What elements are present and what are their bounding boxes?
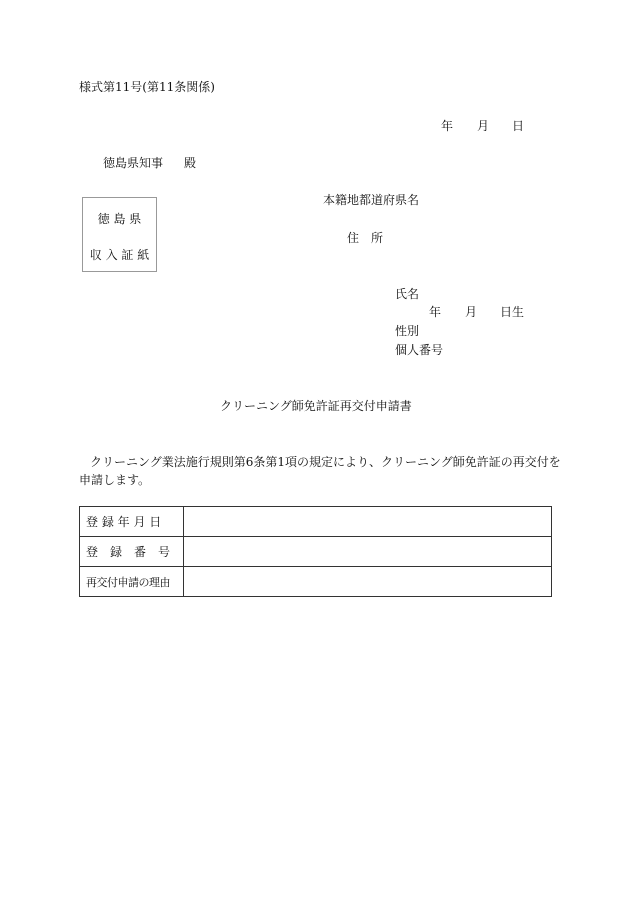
registration-table xyxy=(79,506,552,597)
addressee-name: 徳島県知事 xyxy=(103,156,164,170)
domicile-label: 本籍地都道府県名 xyxy=(323,193,420,207)
addressee-honorific: 殿 xyxy=(184,156,197,170)
gender-label: 性別 xyxy=(395,324,420,338)
address-label: 住 所 xyxy=(347,231,384,245)
birth-month: 月 xyxy=(465,305,478,319)
document-title: クリーニング師免許証再交付申請書 xyxy=(220,399,412,413)
registration-date-label: 登 録 年 月 日 xyxy=(80,507,184,537)
revenue-stamp-box xyxy=(82,197,157,272)
date-year: 年 xyxy=(441,119,454,133)
registration-date-value[interactable] xyxy=(184,507,552,537)
registration-number-value[interactable] xyxy=(184,537,552,567)
stamp-line-1: 徳 島 県 xyxy=(97,212,142,226)
table-row xyxy=(80,507,552,537)
form-number: 様式第11号(第11条関係) xyxy=(79,80,215,94)
table-row xyxy=(80,537,552,567)
body-text-line-2: 申請します。 xyxy=(79,473,151,487)
birth-day: 日生 xyxy=(500,305,525,319)
reissue-reason-value[interactable] xyxy=(184,567,552,597)
date-month: 月 xyxy=(477,119,490,133)
table-row xyxy=(80,567,552,597)
date-day: 日 xyxy=(512,119,525,133)
stamp-line-2: 収 入 証 紙 xyxy=(89,248,150,262)
body-text-line-1: クリーニング業法施行規則第6条第1項の規定により、クリーニング師免許証の再交付を xyxy=(90,455,561,469)
name-label: 氏名 xyxy=(395,287,420,301)
reissue-reason-label: 再交付申請の理由 xyxy=(80,567,184,597)
registration-number-label: 登 録 番 号 xyxy=(80,537,184,567)
birth-year: 年 xyxy=(429,305,442,319)
id-number-label: 個人番号 xyxy=(395,343,444,357)
